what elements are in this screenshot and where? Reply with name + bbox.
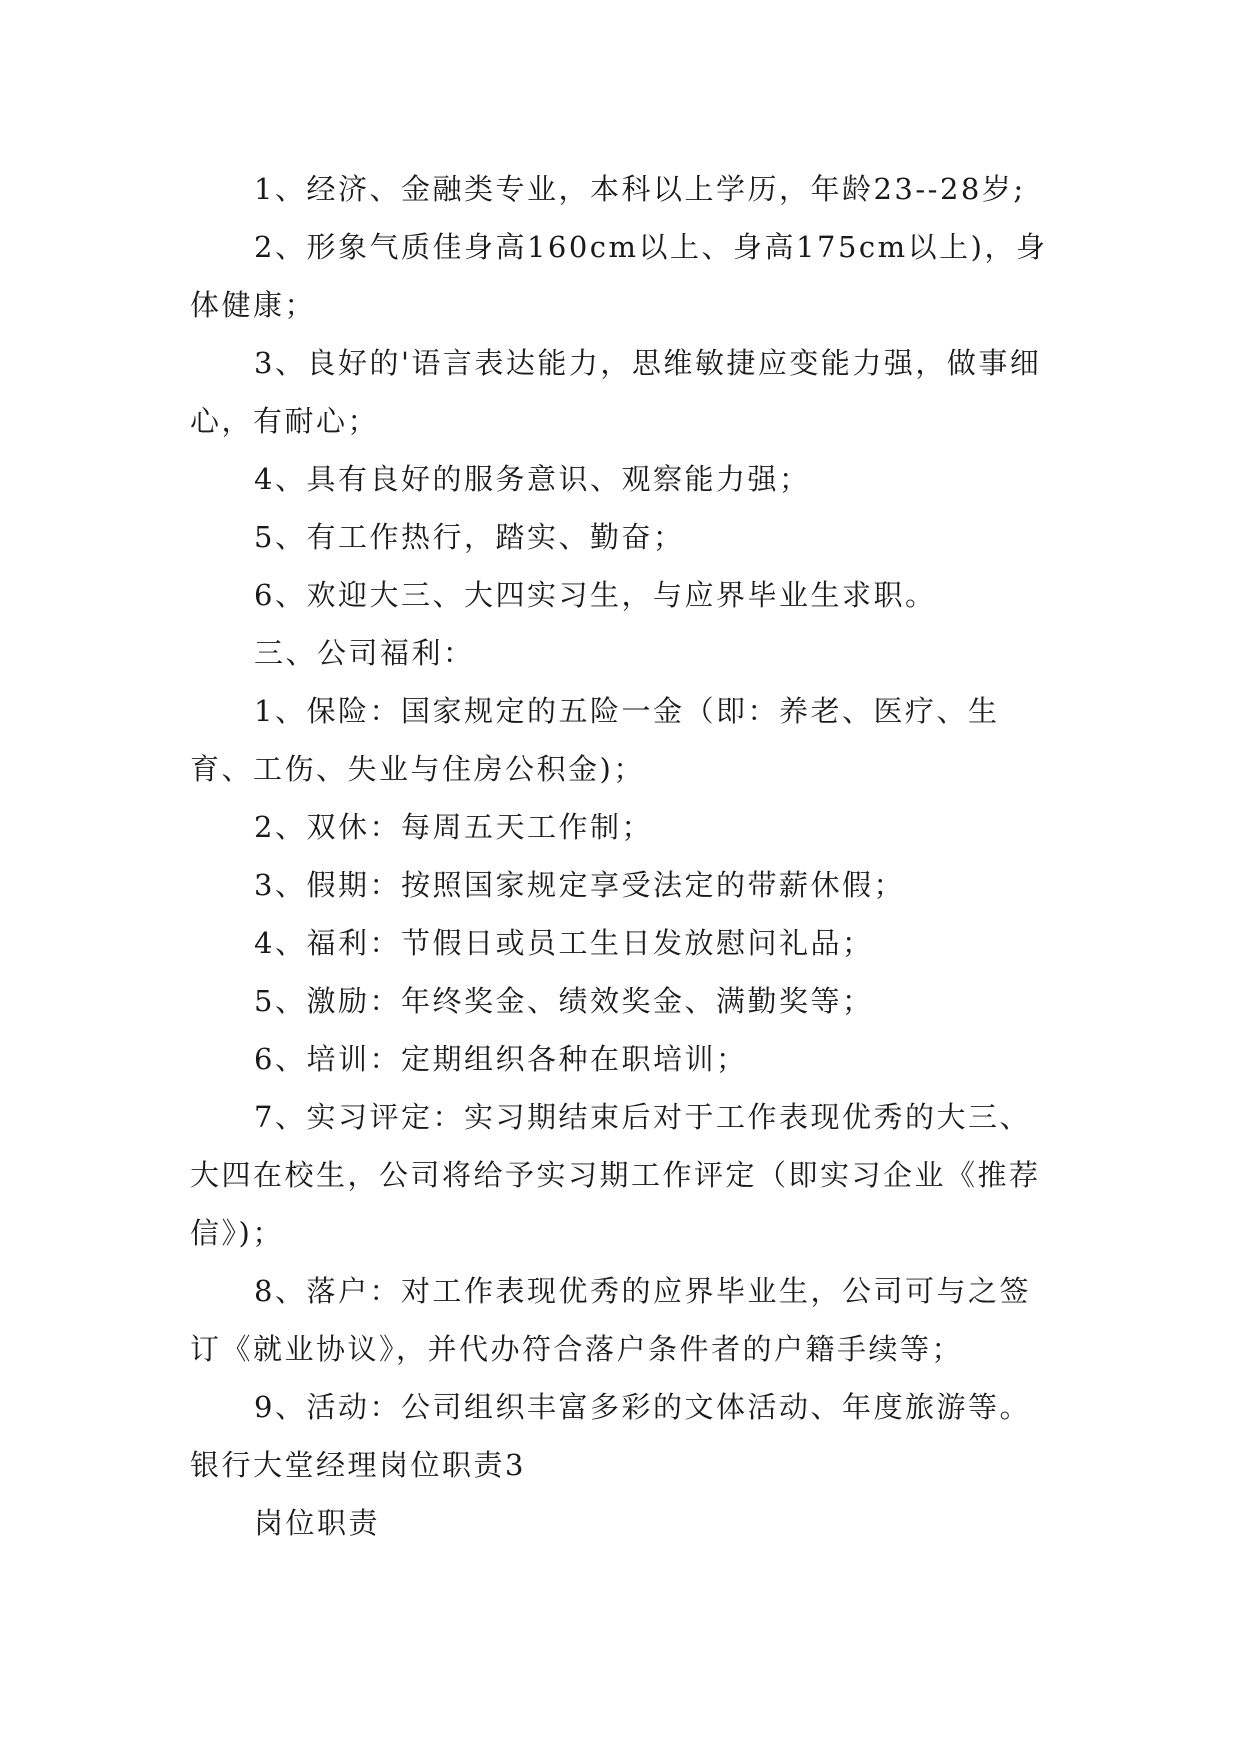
section-title-job-3: 银行大堂经理岗位职责3 [190, 1448, 526, 1482]
paragraph-benefit-6: 6、培训：定期组织各种在职培训； [254, 1042, 748, 1076]
section-heading-duties: 岗位职责 [254, 1506, 381, 1540]
paragraph-requirement-6: 6、欢迎大三、大四实习生，与应界毕业生求职。 [254, 578, 937, 612]
paragraph-benefit-4: 4、福利：节假日或员工生日发放慰问礼品； [254, 926, 874, 960]
document-body [190, 160, 1060, 1552]
paragraph-benefit-8: 8、落户：对工作表现优秀的应界毕业生，公司可与之签订《就业协议》，并代办符合落户条件者的户籍手续等； [190, 1274, 1031, 1366]
paragraph-requirement-2: 2、形象气质佳身高160cm以上、身高175cm以上)，身体健康； [190, 230, 1048, 322]
paragraph-benefit-1: 1、保险：国家规定的五险一金（即：养老、医疗、生育、工伤、失业与住房公积金)； [190, 694, 1000, 786]
paragraph-requirement-4: 4、具有良好的服务意识、观察能力强； [254, 462, 811, 496]
paragraph-requirement-5: 5、有工作热行，踏实、勤奋； [254, 520, 685, 554]
paragraph-requirement-3: 3、良好的'语言表达能力，思维敏捷应变能力强，做事细心，有耐心； [190, 346, 1042, 438]
paragraph-benefit-7: 7、实习评定：实习期结束后对于工作表现优秀的大三、大四在校生，公司将给予实习期工作评定（即实习企业《推荐信》)； [190, 1100, 1041, 1250]
paragraph-benefit-3: 3、假期：按照国家规定享受法定的带薪休假； [254, 868, 905, 902]
section-heading-benefits: 三、公司福利： [254, 636, 475, 670]
paragraph-requirement-1: 1、经济、金融类专业，本科以上学历，年龄23--28岁; [254, 172, 1026, 206]
paragraph-benefit-5: 5、激励：年终奖金、绩效奖金、满勤奖等； [254, 984, 874, 1018]
paragraph-benefit-2: 2、双休：每周五天工作制； [254, 810, 653, 844]
paragraph-benefit-9: 9、活动：公司组织丰富多彩的文体活动、年度旅游等。 [254, 1390, 1031, 1424]
